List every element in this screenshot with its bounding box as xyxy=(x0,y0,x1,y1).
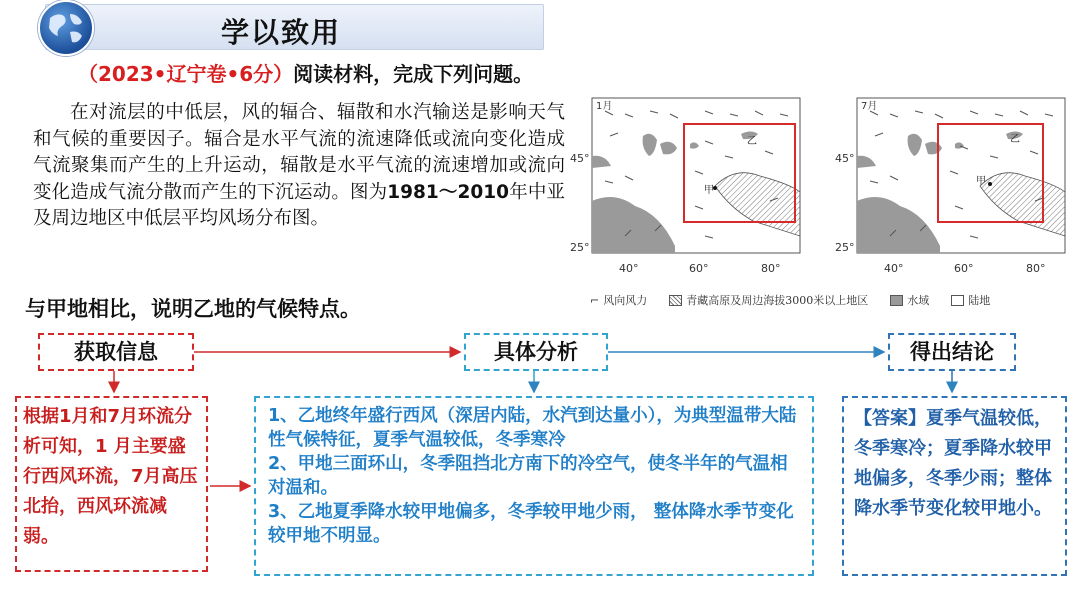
lat-label-45: 45° xyxy=(835,152,855,165)
answer-box: 【答案】夏季气温较低，冬季寒冷；夏季降水较甲地偏多，冬季少雨；整体降水季节变化较甲地小。 xyxy=(842,396,1067,576)
question-source: （2023•辽宁卷•6分） xyxy=(78,62,294,86)
legend-water: 水域 xyxy=(907,294,930,307)
analysis-point-2: 2、甲地三面环山，冬季阻挡北方南下的冷空气，使冬半年的气温相对温和。 xyxy=(268,454,788,498)
lat-label-45: 45° xyxy=(570,152,590,165)
lon-label-40: 40° xyxy=(619,262,639,275)
analysis-point-1: 1、乙地终年盛行西风（深居内陆，水汽到达量小），为典型温带大陆性气候特征，夏季气温较低，冬季寒冷 xyxy=(268,406,797,450)
passage-text-b: 年中亚及周边地区中低层平均风场分布图。 xyxy=(33,181,565,230)
place-label-jia: 甲 xyxy=(704,185,714,196)
passage-text-a: 在对流层的中低层，风的辐合、辐散和水汽输送是影响天气和气候的重要因子。辐合是水平气流的流速降低或流向变化造成气流聚集而产生的上升运动，辐散是水平气流的流速增加或流向变化造成气流分散而产生的下沉运动。图为 xyxy=(33,102,565,203)
wind-barb-icon: ⌐ xyxy=(590,293,600,307)
analysis-box xyxy=(254,396,814,576)
place-label-jia: 甲 xyxy=(976,176,986,187)
lat-label-25: 25° xyxy=(835,241,855,254)
lon-label-60: 60° xyxy=(954,262,974,275)
legend-land: 陆地 xyxy=(968,294,991,307)
lon-label-80: 80° xyxy=(1026,262,1046,275)
lon-label-80: 80° xyxy=(761,262,781,275)
lon-label-40: 40° xyxy=(884,262,904,275)
question-instruction: 阅读材料，完成下列问题。 xyxy=(293,62,534,86)
lat-label-25: 25° xyxy=(570,241,590,254)
legend-plateau: 青藏高原及周边海拔3000米以上地区 xyxy=(686,294,869,307)
place-label-yi: 乙 xyxy=(1010,134,1020,145)
step-analysis-title: 具体分析 xyxy=(464,333,608,371)
lon-label-60: 60° xyxy=(689,262,709,275)
analysis-point-3: 3、乙地夏季降水较甲地偏多，冬季较甲地少雨， 整体降水季节变化较甲地不明显。 xyxy=(268,502,794,546)
step-conclusion-title: 得出结论 xyxy=(888,333,1016,371)
page-title: 学以致用 xyxy=(221,16,342,49)
info-box: 根据1月和7月环流分析可知，1 月主要盛行西风环流，7月高压北抬，西风环流减弱。 xyxy=(15,396,208,572)
legend-wind: 风向风力 xyxy=(603,294,648,307)
question-text: 与甲地相比，说明乙地的气候特点。 xyxy=(25,297,361,321)
passage-year-range: 1981～2010 xyxy=(387,181,510,203)
map-month-label: 7月 xyxy=(861,101,878,112)
step-get-info-title: 获取信息 xyxy=(38,333,194,371)
map-month-label: 1月 xyxy=(596,101,613,112)
place-label-yi: 乙 xyxy=(747,136,757,147)
